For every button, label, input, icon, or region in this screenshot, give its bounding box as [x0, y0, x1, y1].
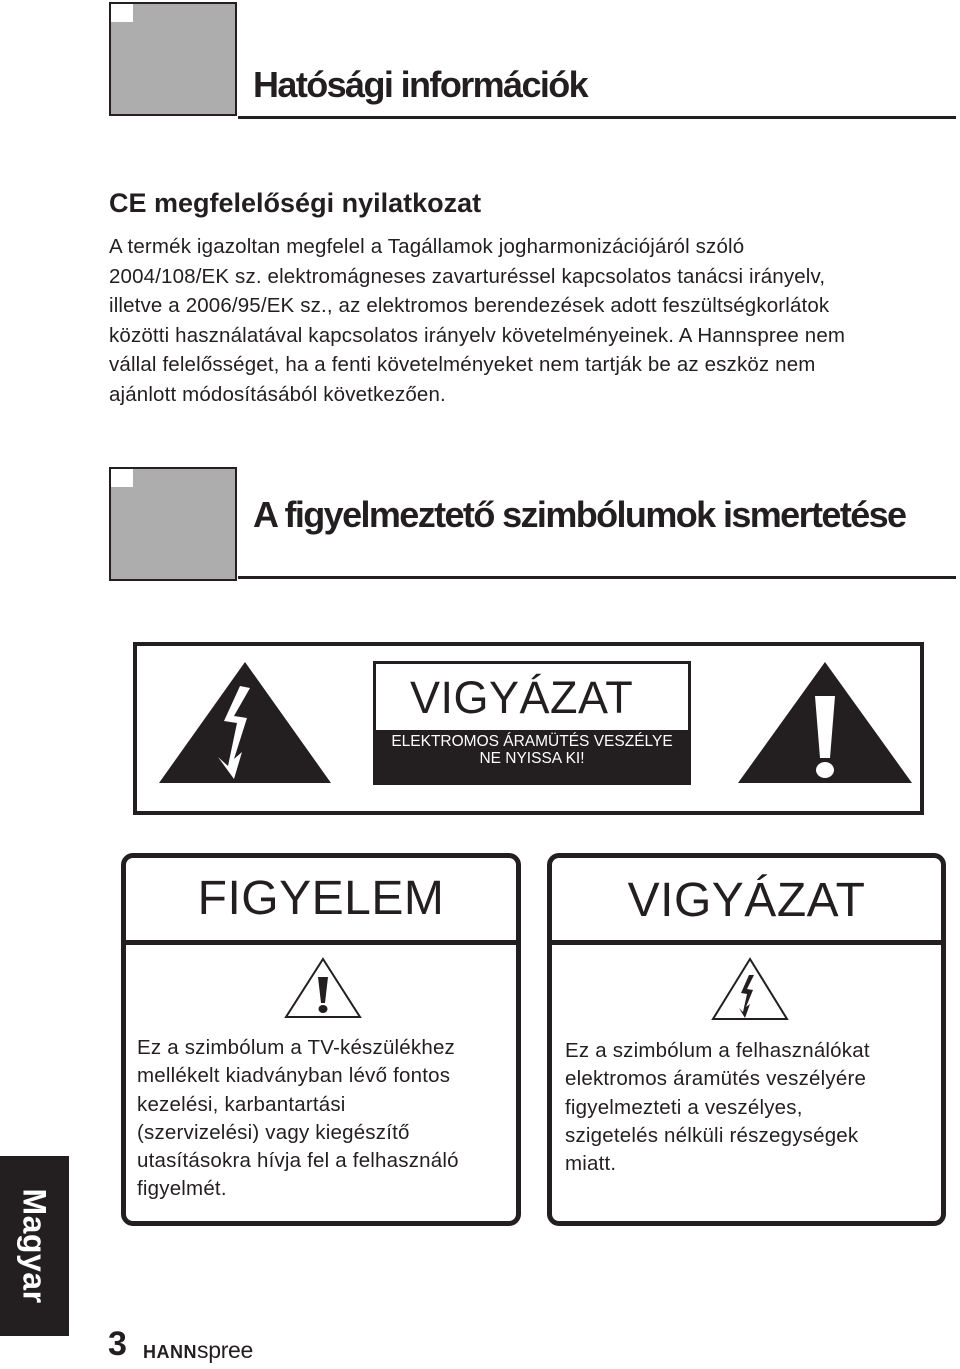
- warning-label-title-box: [376, 664, 688, 730]
- heading-rule: [238, 576, 956, 579]
- tab-notch: [111, 4, 133, 22]
- card-line: szigetelés nélküli részegységek: [565, 1123, 859, 1147]
- ce-line: ajánlott módosításából következően.: [109, 382, 446, 406]
- ce-heading: CE megfelelőségi nyilatkozat: [109, 188, 482, 218]
- ce-line: 2004/108/EK sz. elektromágneses zavarturéssel kapcsolatos tanácsi irányelv,: [109, 264, 826, 288]
- card-line: elektromos áramütés veszélyére: [565, 1067, 867, 1091]
- language-side-tab: [0, 1156, 69, 1336]
- card-title: FIGYELEM: [197, 872, 445, 925]
- ce-line: vállal felelősséget, ha a fenti követelményeket nem tartják be az eszköz nem: [109, 353, 816, 377]
- warning-card-vigyazat: [547, 853, 946, 1226]
- card-title: VIGYÁZAT: [627, 874, 866, 927]
- card-line: utasításokra hívja fel a felhasználó: [137, 1149, 459, 1173]
- lightning-triangle-icon: [711, 957, 789, 1021]
- warning-label-line1: ELEKTROMOS ÁRAMÜTÉS VESZÉLYE: [391, 733, 673, 750]
- heading-rule: [238, 116, 956, 119]
- brand-bold: HANN: [143, 1342, 197, 1362]
- page-number: 3: [108, 1325, 127, 1363]
- card-line: mellékelt kiadványban lévő fontos: [137, 1064, 451, 1088]
- ce-line: közötti használatával kapcsolatos irányelv követelményeinek. A Hannspree nem: [109, 323, 846, 347]
- card-line: Ez a szimbólum a TV-készülékhez: [137, 1036, 456, 1059]
- card-header: [552, 858, 941, 945]
- language-label: Magyar: [16, 1188, 53, 1304]
- ce-paragraph: [109, 232, 939, 410]
- brand-logo: [143, 1337, 253, 1364]
- lightning-triangle-icon: [158, 660, 333, 785]
- section-tab-graphic: [109, 2, 237, 116]
- section-tab-graphic: [109, 467, 237, 581]
- ce-line: illetve a 2006/95/EK sz., az elektromos berendezések adott feszültségkorlátok: [109, 294, 830, 318]
- warning-label: [373, 661, 691, 785]
- card-line: Ez a szimbólum a felhasználókat: [565, 1039, 870, 1062]
- card-line: kezelési, karbantartási: [137, 1092, 346, 1116]
- tab-notch: [111, 469, 133, 487]
- card-line: miatt.: [565, 1152, 617, 1176]
- warning-card-figyelem: [121, 853, 521, 1226]
- card-line: figyelmét.: [137, 1177, 227, 1201]
- ce-line: A termék igazoltan megfelel a Tagállamok jogharmonizációjáról szóló: [109, 235, 745, 258]
- brand-light: spree: [197, 1337, 254, 1363]
- exclamation-triangle-icon: [736, 660, 914, 785]
- warning-label-title: VIGYÁZAT: [410, 672, 634, 723]
- section-heading: A figyelmeztető szimbólumok ismertetése: [253, 494, 906, 535]
- section-heading: Hatósági információk: [253, 64, 588, 105]
- card-header: [126, 858, 516, 945]
- exclamation-triangle-icon: [284, 957, 362, 1019]
- warning-label-line2: NE NYISSA KI!: [479, 750, 585, 767]
- card-description: [137, 1034, 459, 1204]
- card-description: [565, 1037, 870, 1178]
- card-line: figyelmezteti a veszélyes,: [565, 1095, 803, 1119]
- card-line: (szervizelési) vagy kiegészítő: [137, 1120, 410, 1144]
